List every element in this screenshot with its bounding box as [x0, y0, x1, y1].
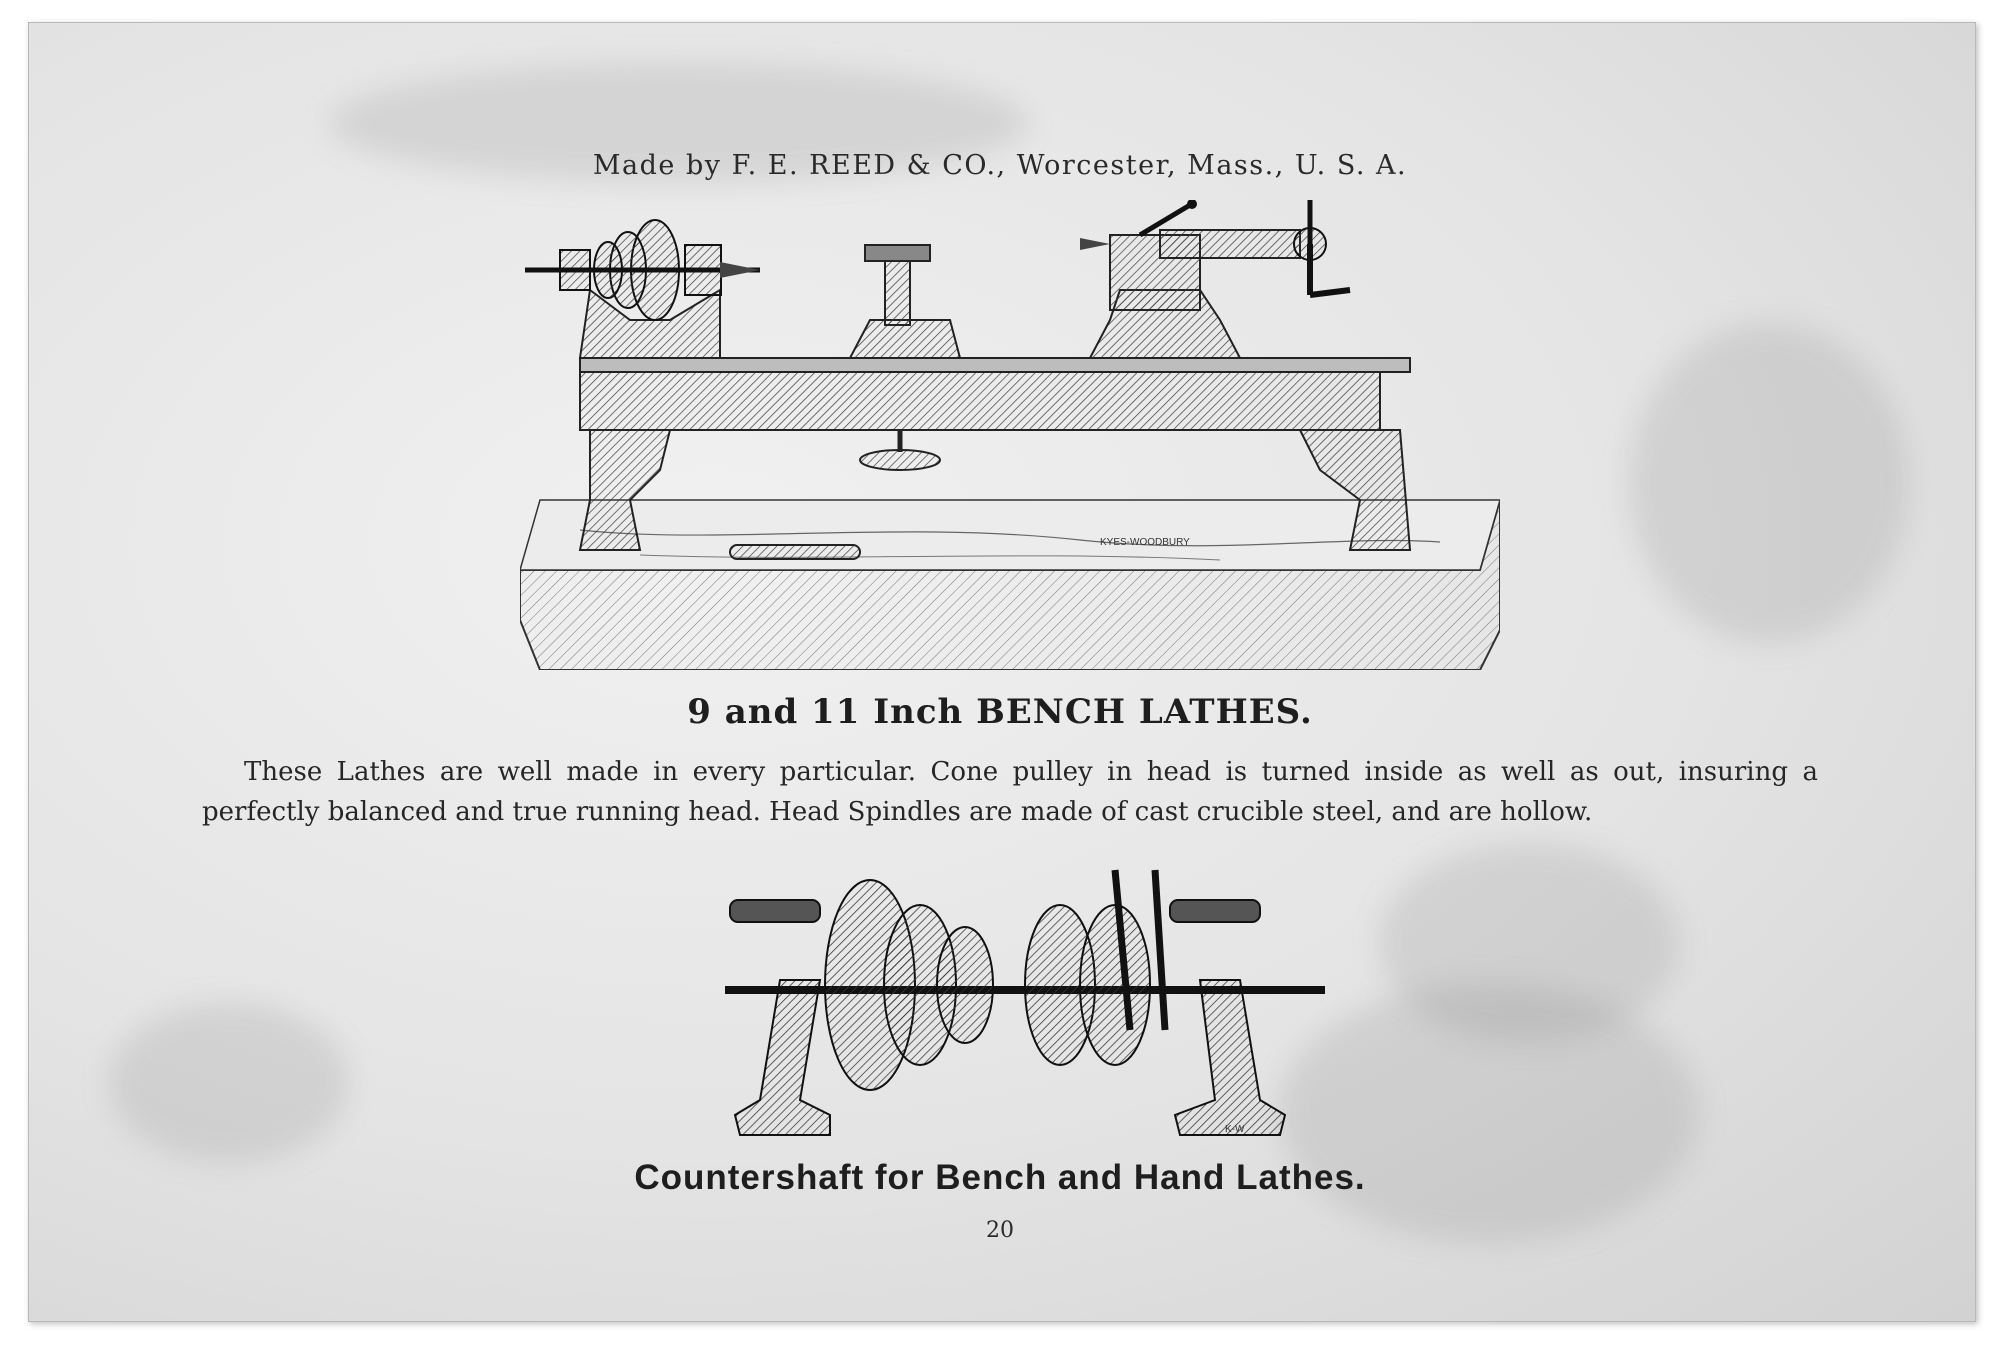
countershaft-illustration [720, 860, 1340, 1140]
live-center [720, 262, 760, 278]
paper-stain [1379, 843, 1679, 1043]
bench-lathe-illustration [520, 200, 1500, 670]
page-number: 20 [986, 1218, 1014, 1243]
loose-pulley [1080, 905, 1150, 1065]
countershaft-heading: Countershaft for Bench and Hand Lathes. [634, 1158, 1366, 1197]
bed-clamp-wheel [860, 450, 940, 470]
hanger-cap [730, 900, 820, 922]
lathe-heading: 9 and 11 Inch BENCH LATHES. [687, 692, 1313, 732]
maker-line: Made by F. E. REED & CO., Worcester, Mass., U. S. A. [592, 150, 1408, 181]
lathe-bed [580, 370, 1380, 430]
hanger-left [735, 980, 830, 1135]
cone-pulley [937, 927, 993, 1043]
dead-center [1080, 238, 1110, 250]
tailstock-barrel [1160, 230, 1300, 258]
hanger-cap [1170, 900, 1260, 922]
hanger-right [1175, 980, 1285, 1135]
tool-rest [865, 245, 930, 261]
wrench [730, 545, 860, 559]
paper-stain [109, 1003, 349, 1163]
engraver-mark: KYES-WOODBURY [1100, 537, 1190, 548]
engraver-mark: K-W [1225, 1124, 1245, 1135]
belt-shifter [1155, 870, 1165, 1030]
tool-rest-post [885, 260, 910, 325]
lathe-bed-top [580, 358, 1410, 372]
lathe-description: These Lathes are well made in every particular. Cone pulley in head is turned inside as well as out, insuring a perfectly balanced and true running head. Head Spindles are made of cast crucible steel, and are hollow. [202, 757, 1818, 827]
paper-stain [1629, 323, 1909, 643]
